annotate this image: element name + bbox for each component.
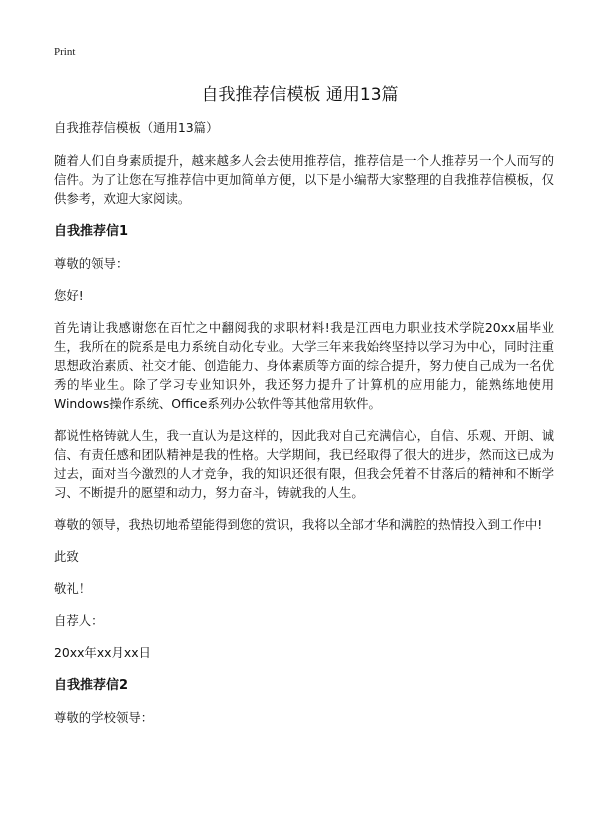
letter1-paragraph-1: 首先请让我感谢您在百忙之中翻阅我的求职材料!我是江西电力职业技术学院20xx届毕业生，我所在的院系是电力系统自动化专业。大学三年来我始终坚持以学习为中心，同时注重思想政治素质、社交才能、创造能力、身体素质等方面的综合提升，努力使自己成为一名优秀的毕业生。除了学习专业知识外，我还努力提升了计算机的应用能力，能熟练地使用Windows操作系统、Office系列办公软件等其他常用软件。 [54,320,554,411]
letter1-paragraph-3: 尊敬的领导，我热切地希望能得到您的赏识，我将以全部才华和满腔的热情投入到工作中! [54,517,543,532]
letter1-signature: 自荐人： [54,613,104,628]
letter1-greeting: 您好! [54,288,84,303]
document-title: 自我推荐信模板 通用13篇 [201,85,399,105]
document-body [54,118,554,727]
letter1-date: 20xx年xx月xx日 [54,645,151,660]
document-subtitle: 自我推荐信模板（通用13篇） [54,120,219,135]
letter2-heading: 自我推荐信2 [54,678,129,693]
letter1-closing-1: 此致 [54,549,79,564]
letter1-salutation: 尊敬的领导： [54,256,129,271]
print-label: Print [54,46,76,58]
intro-paragraph: 随着人们自身素质提升，越来越多人会去使用推荐信，推荐信是一个人推荐另一个人而写的信件。为了让您在写推荐信中更加简单方便，以下是小编帮大家整理的自我推荐信模板，仅供参考，欢迎大家阅读。 [54,153,554,206]
letter1-heading: 自我推荐信1 [54,224,129,239]
letter1-closing-2: 敬礼！ [54,581,92,596]
letter2-salutation: 尊敬的学校领导： [54,710,154,725]
letter1-paragraph-2: 都说性格铸就人生，我一直认为是这样的，因此我对自己充满信心，自信、乐观、开朗、诚信、有责任感和团队精神是我的性格。大学期间，我已经取得了很大的进步，然而这已成为过去，面对当今激烈的人才竞争，我的知识还很有限，但我会凭着不甘落后的精神和不断学习、不断提升的愿望和动力，努力奋斗，铸就我的人生。 [54,428,554,500]
